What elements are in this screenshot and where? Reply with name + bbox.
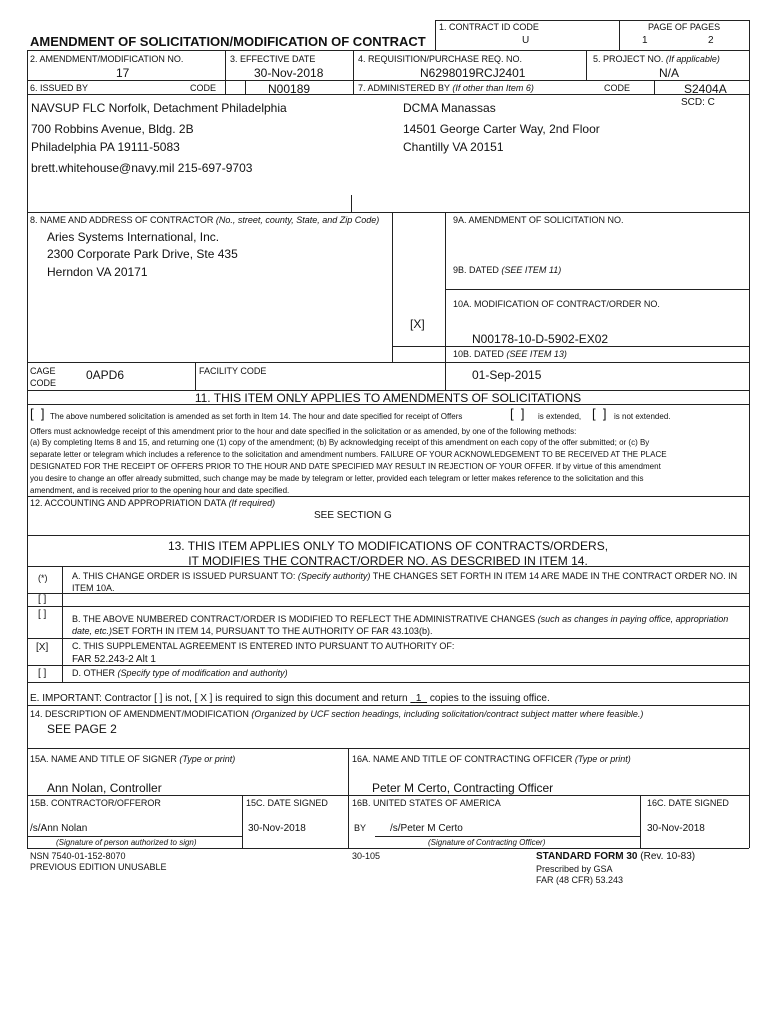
cage-value: 0APD6 [86, 368, 125, 382]
contractor-line: Herndon VA 20171 [47, 265, 148, 279]
far-reference: FAR (48 CFR) 53.243 [536, 875, 624, 885]
issued-code-label: CODE [190, 83, 217, 93]
cage-label: CAGE [30, 366, 56, 376]
item-10a-label: 10A. MODIFICATION OF CONTRACT/ORDER NO. [453, 299, 660, 309]
contractor-date-signed: 30-Nov-2018 [248, 823, 306, 834]
project-no-label: 5. PROJECT NO. (If applicable) [593, 54, 720, 64]
item-15c-label: 15C. DATE SIGNED [246, 798, 328, 808]
item-15a-label: 15A. NAME AND TITLE OF SIGNER (Type or print) [30, 754, 236, 764]
contract-id-value: U [522, 35, 530, 46]
amendment-no-value: 17 [116, 66, 130, 80]
item-13a-mark: [ ] [38, 594, 47, 605]
by-label: BY [354, 823, 367, 833]
not-extended-checkbox: [ ] [592, 406, 607, 421]
item-9a-label: 9A. AMENDMENT OF SOLICITATION NO. [453, 215, 624, 225]
extended-label: is extended, [538, 412, 582, 421]
form-title: AMENDMENT OF SOLICITATION/MODIFICATION OF CONTRACT [30, 34, 426, 49]
issued-by-line: NAVSUP FLC Norfolk, Detachment Philadelphia [31, 101, 287, 115]
contract-id-label: 1. CONTRACT ID CODE [439, 22, 539, 32]
extended-checkbox: [ ] [510, 406, 525, 421]
item-13c-value: FAR 52.243-2 Alt 1 [72, 654, 156, 665]
effective-date-value: 30-Nov-2018 [254, 66, 324, 80]
amendment-no-label: 2. AMENDMENT/MODIFICATION NO. [30, 54, 184, 64]
item-11-para: Offers must acknowledge receipt of this amendment prior to the hour and date specified in the solicitation or as amended, by one of the following methods: [30, 427, 577, 436]
item-13d-mark: [ ] [38, 668, 47, 679]
item-16b-label: 16B. UNITED STATES OF AMERICA [352, 798, 501, 808]
item-13a-text: A. THIS CHANGE ORDER IS ISSUED PURSUANT TO: (Specify authority) THE CHANGES SET FORTH IN ITEM 14 ARE MADE IN THE CONTRACT ORDER NO. IN ITEM 10A. [72, 571, 738, 593]
item-15a-value: Ann Nolan, Controller [47, 781, 162, 795]
item-13-heading-1: 13. THIS ITEM APPLIES ONLY TO MODIFICATIONS OF CONTRACTS/ORDERS, [167, 539, 609, 553]
item-11-para: separate letter or telegram which includes a reference to the solicitation and amendment numbers. FAILURE OF YOUR ACKNOWLEDGEMENT TO BE RECEIVED AT THE PLACE [30, 450, 667, 459]
contractor-label: 8. NAME AND ADDRESS OF CONTRACTOR (No., street, county, State, and Zip Code) [30, 215, 380, 225]
scd-value: SCD: C [681, 97, 715, 108]
item-11-heading: 11. THIS ITEM ONLY APPLIES TO AMENDMENTS OF SOLICITATIONS [194, 391, 582, 405]
issued-by-line: brett.whitehouse@navy.mil 215-697-9703 [31, 161, 253, 175]
item-11-para: (a) By completing Items 8 and 15, and returning one (1) copy of the amendment; (b) By acknowledging receipt of this amendment on each copy of the offer submitted; or (c) By [30, 438, 650, 447]
item-11-checkbox: [ ] [30, 406, 45, 421]
item-16a-label: 16A. NAME AND TITLE OF CONTRACTING OFFICER (Type or print) [352, 754, 631, 764]
previous-edition: PREVIOUS EDITION UNUSABLE [30, 862, 167, 872]
item-9b-label: 9B. DATED (SEE ITEM 11) [453, 265, 562, 275]
item-14-label: 14. DESCRIPTION OF AMENDMENT/MODIFICATION (Organized by UCF section headings, including solicitation/contract subject matter where feasible.) [30, 709, 644, 719]
item-10a-value: N00178-10-D-5902-EX02 [472, 332, 609, 346]
item-12-value: SEE SECTION G [314, 510, 392, 521]
item-10a-mark: [X] [410, 317, 425, 331]
page-count: 2 [708, 35, 714, 46]
cage-label-2: CODE [30, 378, 57, 388]
administered-by-label: 7. ADMINISTERED BY (If other than Item 6) [358, 83, 534, 93]
administered-by-line: DCMA Manassas [403, 101, 496, 115]
item-10b-value: 01-Sep-2015 [472, 368, 542, 382]
officer-date-signed: 30-Nov-2018 [647, 823, 705, 834]
facility-code-label: FACILITY CODE [199, 366, 267, 376]
contractor-line: 2300 Corporate Park Drive, Ste 435 [47, 247, 238, 261]
issued-by-line: Philadelphia PA 19111-5083 [31, 140, 180, 154]
prescribed-by: Prescribed by GSA [536, 864, 613, 874]
item-14-value: SEE PAGE 2 [47, 722, 117, 736]
item-16a-value: Peter M Certo, Contracting Officer [372, 781, 554, 795]
signature-note-16: (Signature of Contracting Officer) [428, 838, 546, 847]
item-13-star: (*) [38, 573, 48, 583]
item-13b-mark: [ ] [38, 609, 47, 620]
form-number: 30-105 [352, 851, 381, 861]
item-16c-label: 16C. DATE SIGNED [647, 798, 729, 808]
project-no-value: N/A [659, 66, 680, 80]
requisition-label: 4. REQUISITION/PURCHASE REQ. NO. [358, 54, 523, 64]
administered-by-line: 14501 George Carter Way, 2nd Floor [403, 122, 600, 136]
admin-code-value: S2404A [684, 82, 727, 96]
item-13d-text: D. OTHER (Specify type of modification and authority) [72, 668, 288, 678]
standard-form: STANDARD FORM 30 (Rev. 10-83) [536, 851, 696, 862]
contractor-signature: /s/Ann Nolan [30, 823, 88, 834]
administered-by-line: Chantilly VA 20151 [403, 140, 504, 154]
page-number: 1 [642, 35, 648, 46]
page-of-pages-label: PAGE OF PAGES [648, 22, 721, 32]
admin-code-label: CODE [604, 83, 631, 93]
item-13c-text: C. THIS SUPPLEMENTAL AGREEMENT IS ENTERED INTO PURSUANT TO AUTHORITY OF: [72, 641, 455, 651]
issued-by-line: 700 Robbins Avenue, Bldg. 2B [31, 122, 194, 136]
item-13-heading-2: IT MODIFIES THE CONTRACT/ORDER NO. AS DESCRIBED IN ITEM 14. [188, 554, 588, 568]
effective-date-label: 3. EFFECTIVE DATE [230, 54, 316, 64]
issued-by-label: 6. ISSUED BY [30, 83, 89, 93]
issued-code-value: N00189 [268, 82, 311, 96]
contractor-line: Aries Systems International, Inc. [47, 230, 220, 244]
requisition-value: N6298019RCJ2401 [420, 66, 526, 80]
item-15b-label: 15B. CONTRACTOR/OFFEROR [30, 798, 161, 808]
not-extended-label: is not extended. [614, 412, 671, 421]
item-12-label: 12. ACCOUNTING AND APPROPRIATION DATA (If required) [30, 498, 276, 508]
officer-signature: /s/Peter M Certo [390, 823, 463, 834]
item-13c-mark: [X] [36, 642, 49, 653]
item-10b-label: 10B. DATED (SEE ITEM 13) [453, 349, 567, 359]
signature-note-15: (Signature of person authorized to sign) [56, 838, 197, 847]
item-13b-text: B. THE ABOVE NUMBERED CONTRACT/ORDER IS MODIFIED TO REFLECT THE ADMINISTRATIVE CHANGES (such as changes in paying office, appropriation date, etc.)SET FORTH IN ITEM 14, PURSUANT TO THE AUTHORITY OF FAR 43.103(b). [72, 614, 729, 636]
item-11-para: DESIGNATED FOR THE RECEIPT OF OFFERS PRIOR TO THE HOUR AND DATE SPECIFIED MAY RESULT IN REJECTION OF YOUR OFFER. If by virtue of this amendment [30, 462, 661, 471]
item-11-para: you desire to change an offer already submitted, such change may be made by telegram or letter, provided each telegram or letter makes reference to the solicitation and this [30, 474, 644, 483]
item-11-para: amendment, and is received prior to the opening hour and date specified. [30, 486, 290, 495]
important-line: E. IMPORTANT: Contractor [ ] is not, [ X ] is required to sign this document and return 1 copies to the issuing office. [30, 693, 550, 704]
nsn-number: NSN 7540-01-152-8070 [30, 851, 126, 861]
item-11-line: The above numbered solicitation is amended as set forth in Item 14. The hour and date specified for receipt of Offers [50, 412, 463, 421]
